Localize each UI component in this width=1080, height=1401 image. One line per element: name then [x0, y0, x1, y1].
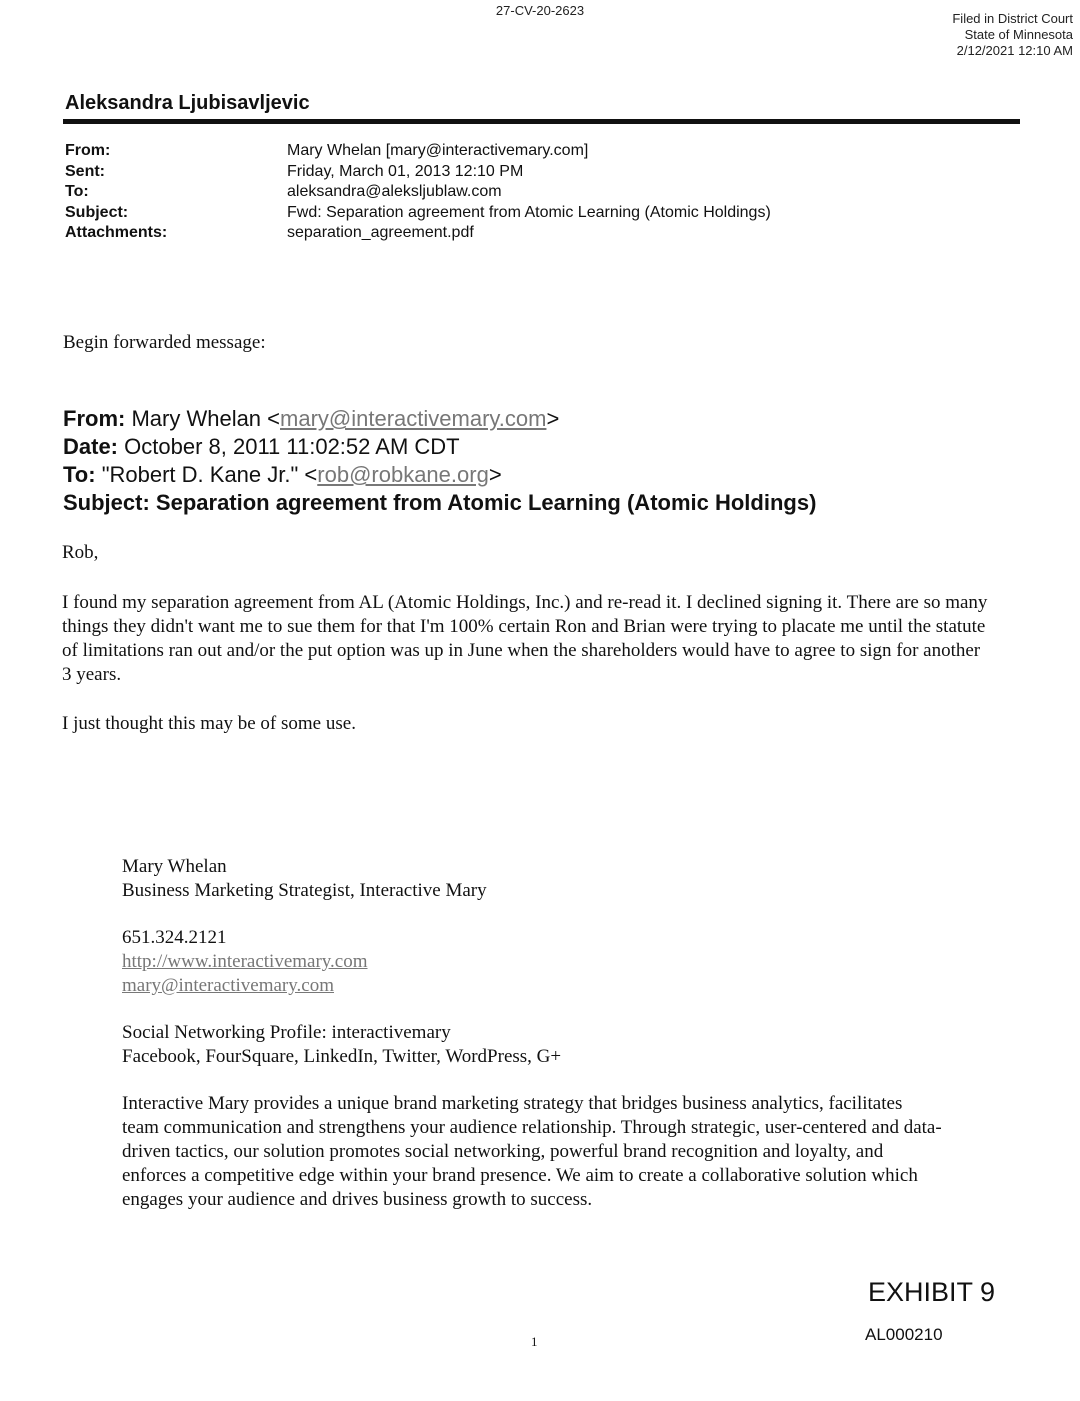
email-header-labels	[65, 141, 167, 244]
subject-value: Fwd: Separation agreement from Atomic Learning (Atomic Holdings)	[287, 203, 771, 221]
signature-title: Business Marketing Strategist, Interactive Mary	[122, 880, 487, 901]
from-value: Mary Whelan [mary@interactivemary.com]	[287, 142, 589, 159]
forwarded-to-name: "Robert D. Kane Jr." <	[101, 462, 318, 487]
body-paragraph-2: I just thought this may be of some use.	[62, 713, 356, 734]
page-number: 1	[531, 1334, 538, 1349]
filing-stamp-line2: State of Minnesota	[964, 27, 1073, 42]
salutation: Rob,	[62, 542, 99, 563]
forwarded-to-close: >	[488, 462, 502, 487]
filing-stamp	[952, 11, 1073, 59]
forwarded-subject-label: Subject:	[63, 490, 150, 515]
signature-name: Mary Whelan	[122, 856, 227, 877]
forwarded-date-label: Date:	[63, 434, 119, 459]
forwarded-to-line	[63, 461, 816, 489]
forwarded-date-value: October 8, 2011 11:02:52 AM CDT	[124, 434, 460, 459]
forwarded-from-email-link[interactable]: mary@interactivemary.com	[280, 406, 547, 431]
filing-stamp-line1: Filed in District Court	[952, 11, 1073, 26]
mailbox-owner-name: Aleksandra Ljubisavljevic	[65, 92, 310, 114]
to-label: To:	[65, 183, 89, 200]
body-paragraph-1: I found my separation agreement from AL (Atomic Holdings, Inc.) and re-read it. I declined signing it. There are so many things they didn't want me to sue them for that I'm 100% certain Ron and Brian were trying to placate me until the statute of limitations ran out and/or the put option was up in June when the shareholders would have to agree to sign for another 3 years.	[62, 592, 988, 685]
signature-spacer	[122, 998, 942, 1021]
case-number: 27-CV-20-2623	[495, 3, 585, 18]
forwarded-subject-value: Separation agreement from Atomic Learning (Atomic Holdings)	[155, 490, 817, 515]
signature-website-link[interactable]: http://www.interactivemary.com	[122, 951, 368, 972]
signature-spacer	[122, 903, 942, 926]
signature-spacer	[122, 1069, 942, 1092]
filing-stamp-line3: 2/12/2021 12:10 AM	[956, 43, 1073, 58]
attachment-file[interactable]: separation_agreement.pdf	[287, 224, 474, 241]
email-header-values	[287, 141, 771, 244]
signature-social-networks: Facebook, FourSquare, LinkedIn, Twitter, WordPress, G+	[122, 1046, 562, 1067]
forwarded-subject-line	[63, 489, 816, 517]
forwarded-from-line	[63, 405, 816, 433]
forwarded-header	[63, 405, 816, 517]
signature-phone: 651.324.2121	[122, 927, 227, 948]
signature-social-profile: Social Networking Profile: interactivemary	[122, 1022, 451, 1043]
sent-label: Sent:	[65, 162, 105, 180]
forwarded-from-name: Mary Whelan <	[131, 406, 281, 431]
exhibit-label: EXHIBIT 9	[868, 1277, 996, 1307]
subject-label: Subject:	[65, 203, 129, 221]
attachments-label: Attachments:	[65, 224, 168, 241]
bates-number: AL000210	[865, 1325, 943, 1344]
begin-forwarded-text: Begin forwarded message:	[63, 332, 266, 353]
forwarded-from-close: >	[546, 406, 560, 431]
signature-email-link[interactable]: mary@interactivemary.com	[122, 975, 334, 996]
signature-blurb: Interactive Mary provides a unique brand marketing strategy that bridges business analytics, facilitates team communication and strengthens your audience relationship. Through strategic, user-centered and data-driven tactics, our solution promotes social networking, powerful brand recognition and loyalty, and enforces a competitive edge within your brand presence. We aim to create a collaborative solution which engages your audience and drives business growth to success.	[122, 1093, 942, 1210]
forwarded-to-email-link[interactable]: rob@robkane.org	[317, 462, 489, 487]
forwarded-from-label: From:	[63, 406, 126, 431]
forwarded-to-label: To:	[63, 462, 96, 487]
header-divider	[63, 119, 1020, 124]
to-value: aleksandra@aleksljublaw.com	[287, 183, 502, 200]
sent-value: Friday, March 01, 2013 12:10 PM	[287, 162, 524, 180]
forwarded-date-line	[63, 433, 816, 461]
signature-block	[122, 855, 942, 1212]
from-label: From:	[65, 142, 111, 159]
